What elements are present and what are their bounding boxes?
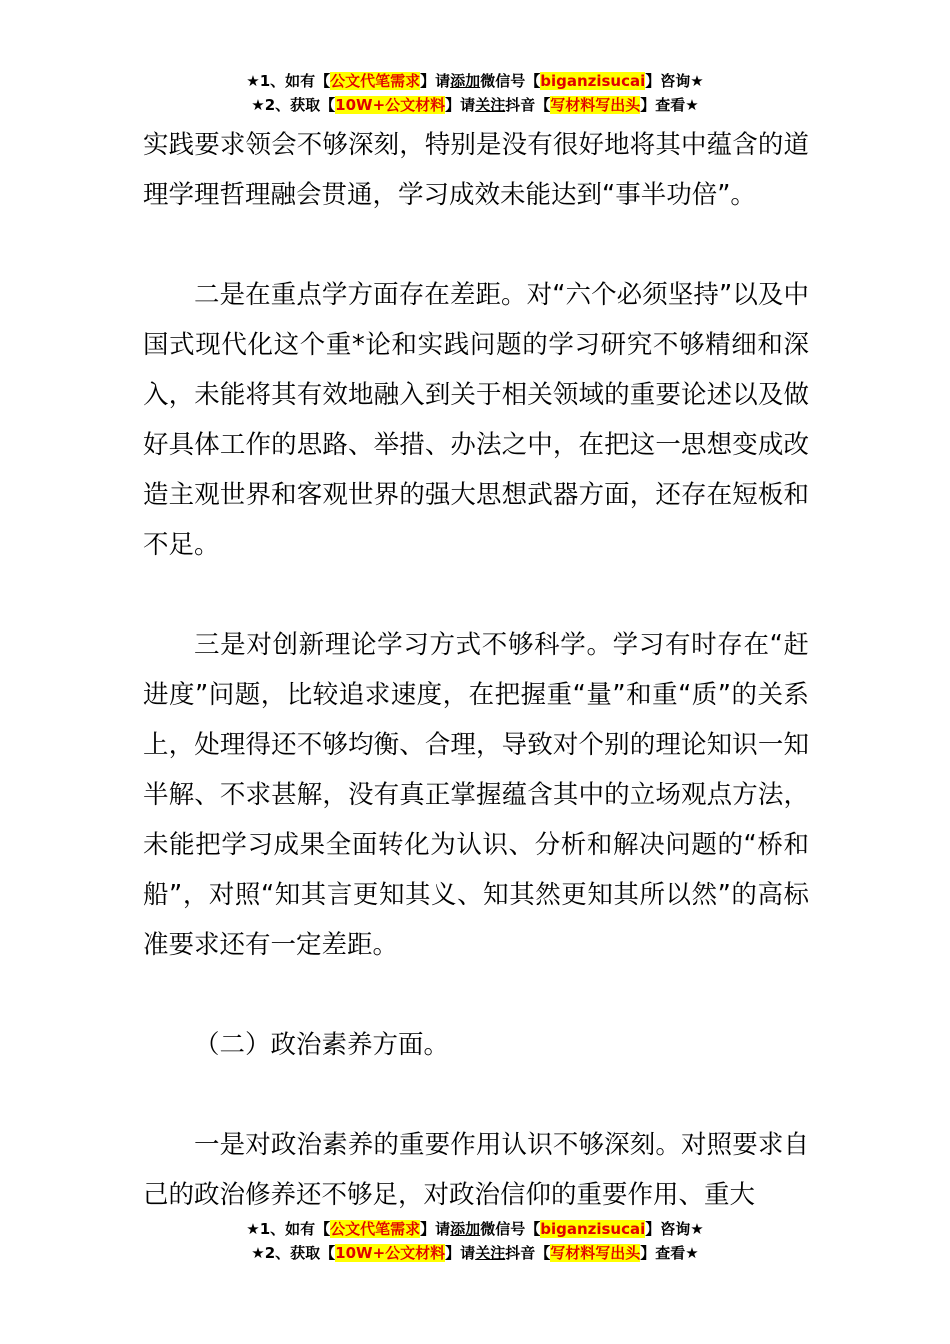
wechat-id: biganzisucai (540, 1220, 646, 1238)
star-icon: ★ (690, 1220, 704, 1238)
banner-line-2 (0, 95, 950, 119)
highlight-text: 10W+公文材料 (335, 96, 446, 114)
banner-text: 抖音【 (505, 1244, 551, 1262)
banner-text: 抖音【 (505, 96, 551, 114)
star-icon: ★ (251, 1244, 265, 1262)
banner-line-1 (0, 1219, 950, 1243)
banner-text: 】请 (445, 1244, 476, 1262)
star-icon: ★ (685, 96, 699, 114)
banner-text: 】咨询 (645, 72, 691, 90)
banner-text: 】查看 (640, 96, 686, 114)
star-icon: ★ (690, 72, 704, 90)
banner-line-2 (0, 1243, 950, 1267)
douyin-account: 写材料写出头 (550, 96, 641, 114)
banner-line-1 (0, 71, 950, 95)
banner-text: 】请 (445, 96, 476, 114)
banner-text: 2、获取【 (264, 1244, 336, 1262)
banner-text: 】请 (420, 72, 451, 90)
star-icon: ★ (685, 1244, 699, 1262)
star-icon: ★ (246, 72, 260, 90)
douyin-account: 写材料写出头 (550, 1244, 641, 1262)
highlight-text: 10W+公文材料 (335, 1244, 446, 1262)
wechat-id: biganzisucai (540, 72, 646, 90)
underlined-text: 关注 (475, 1244, 506, 1262)
banner-text: 】咨询 (645, 1220, 691, 1238)
footer-banner (0, 1219, 950, 1267)
header-banner (0, 71, 950, 119)
paragraph-point-three: 三是对创新理论学习方式不够科学。学习有时存在“赶进度”问题，比较追求速度，在把握重“量”和重“质”的关系上，处理得还不够均衡、合理，导致对个别的理论知识一知半解、不求甚解，没有真正掌握蕴含其中的立场观点方法，未能把学习成果全面转化为认识、分析和解决问题的“桥和船”，对照“知其言更知其义、知其然更知其所以然”的高标准要求还有一定差距。 (143, 630, 809, 960)
banner-text: 】查看 (640, 1244, 686, 1262)
highlight-text: 公文代笔需求 (330, 72, 421, 90)
underlined-text: 添加 (450, 1220, 481, 1238)
highlight-text: 公文代笔需求 (330, 1220, 421, 1238)
underlined-text: 关注 (475, 96, 506, 114)
underlined-text: 添加 (450, 72, 481, 90)
paragraph-point-two: 二是在重点学方面存在差距。对“六个必须坚持”以及中国式现代化这个重*论和实践问题的学习研究不够精细和深入，未能将其有效地融入到关于相关领域的重要论述以及做好具体工作的思路、举措、办法之中，在把这一思想变成改造主观世界和客观世界的强大思想武器方面，还存在短板和不足。 (143, 280, 809, 560)
section-heading: （二）政治素养方面。 (194, 1030, 450, 1060)
banner-text: 1、如有【 (259, 1220, 331, 1238)
document-body (143, 120, 809, 1220)
banner-text: 2、获取【 (264, 96, 336, 114)
paragraph-point-one: 一是对政治素养的重要作用认识不够深刻。对照要求自己的政治修养还不够足，对政治信仰的重要作用、重大 (143, 1130, 809, 1210)
paragraph-continuation: 实践要求领会不够深刻，特别是没有很好地将其中蕴含的道理学理哲理融会贯通，学习成效未能达到“事半功倍”。 (143, 130, 809, 210)
banner-text: 微信号【 (480, 1220, 541, 1238)
banner-text: 微信号【 (480, 72, 541, 90)
banner-text: 1、如有【 (259, 72, 331, 90)
star-icon: ★ (251, 96, 265, 114)
star-icon: ★ (246, 1220, 260, 1238)
banner-text: 】请 (420, 1220, 451, 1238)
